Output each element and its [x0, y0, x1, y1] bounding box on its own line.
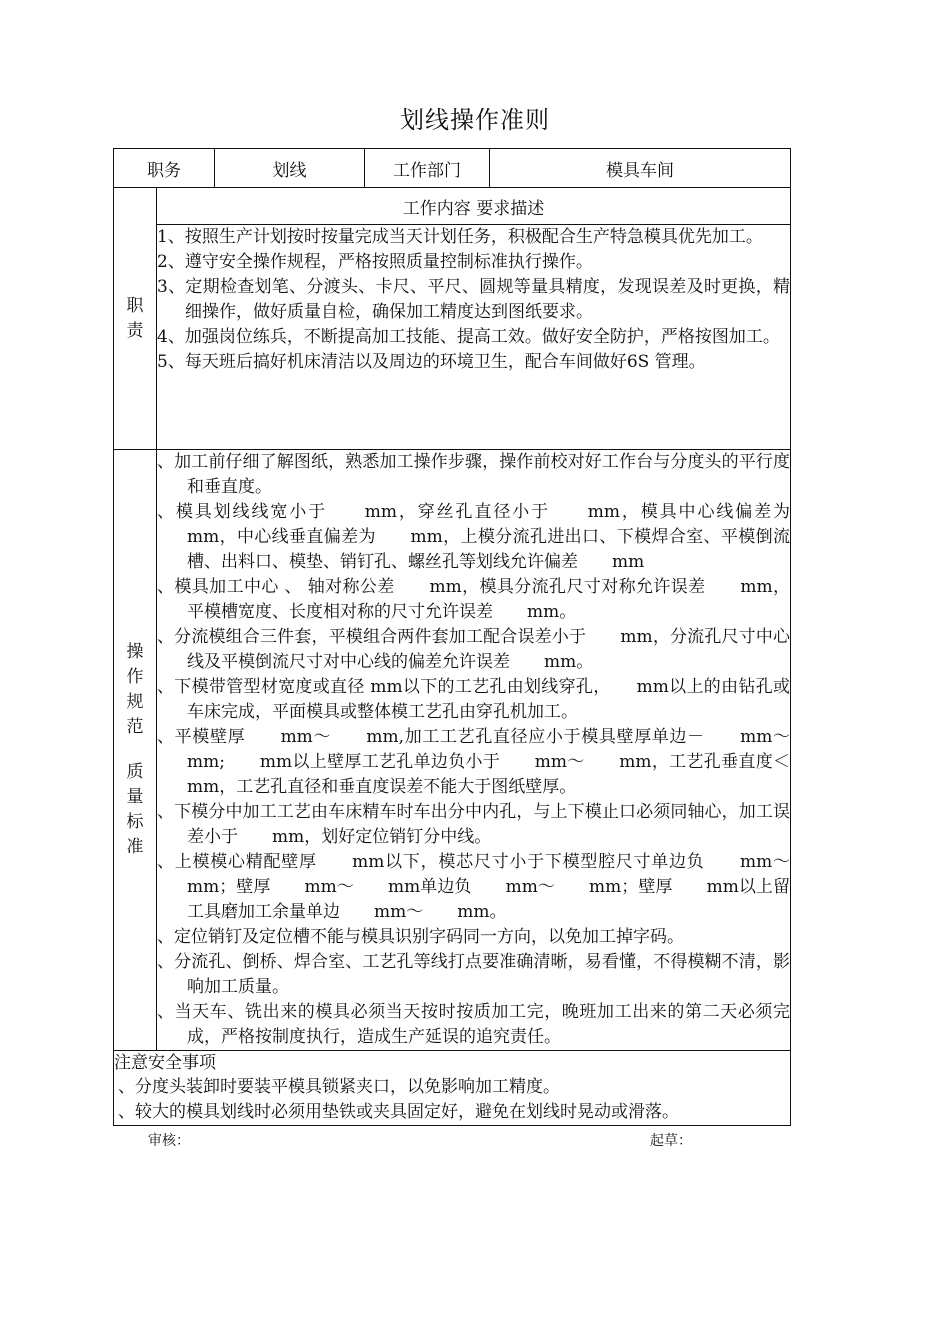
standards-label-char: 质 [126, 762, 144, 782]
standard-item: 、平模壁厚 mm～ mm,加工工艺孔直径应小于模具壁厚单边－ mm～ mm; mm以上壁厚工艺孔单边负小于 mm～ mm，工艺孔垂直度＜ mm，工艺孔直径和垂直度误差不能大于图纸壁厚。 [157, 727, 824, 797]
duties-label [114, 188, 157, 450]
review-label: 审核： [148, 1133, 190, 1149]
department-value: 模具车间 [490, 149, 791, 188]
standard-item: 、加工前仔细了解图纸，熟悉加工操作步骤，操作前校对好工作台与分度头的平行度和垂直度。 [157, 452, 790, 497]
duties-subheader-row [114, 188, 791, 225]
standards-label-char: 作 [126, 667, 144, 687]
standard-item: 、下模带管型材宽度或直径 mm以下的工艺孔由划线穿孔， mm以上的由钻孔或车床完成，平面模具或整体模工艺孔由穿孔机加工。 [157, 677, 790, 722]
standards-list [157, 450, 824, 1051]
duties-label-char: 责 [126, 320, 144, 341]
standards-label-char: 量 [126, 787, 144, 807]
duties-list [157, 225, 791, 450]
standards-label [114, 450, 157, 1051]
duties-subheader: 工作内容 要求描述 [157, 188, 791, 225]
department-label: 工作部门 [365, 149, 490, 188]
standard-item: 、下模分中加工工艺由车床精车时车出分中内孔，与上下模止口必须同轴心，加工误差小于 mm，划好定位销钉分中线。 [157, 802, 790, 847]
duty-item: 2、遵守安全操作规程，严格按照质量控制标准执行操作。 [157, 252, 593, 272]
duty-item: 4、加强岗位练兵，不断提高加工技能、提高工效。做好安全防护，严格按图加工。 [157, 327, 780, 347]
duty-item: 1、按照生产计划按时按量完成当天计划任务，积极配合生产特急模具优先加工。 [157, 227, 763, 247]
standard-item: 、模具划线线宽小于 mm，穿丝孔直径小于 mm，模具中心线偏差为 mm，中心线垂直偏差为 mm，上模分流孔进出口、下模焊合室、平模倒流槽、出料口、模垫、销钉孔、螺丝孔等划线允许偏差 mm [157, 502, 824, 572]
page-title: 划线操作准则 [400, 106, 550, 134]
standards-label-char: 操 [126, 642, 144, 662]
standards-label-char: 准 [126, 837, 144, 857]
standards-row [114, 450, 791, 1051]
safety-title: 注意安全事项 [114, 1053, 216, 1073]
standard-item: 、模具加工中心 、 轴对称公差 mm，模具分流孔尺寸对称允许误差 mm，平模槽宽度、长度相对称的尺寸允许误差 mm。 [157, 577, 790, 622]
standards-label-char: 标 [126, 812, 144, 832]
safety-item: 、较大的模具划线时必须用垫铁或夹具固定好，避免在划线时晃动或滑落。 [118, 1102, 679, 1122]
position-label: 职务 [114, 149, 215, 188]
safety-item: 、分度头装卸时要装平模具锁紧夹口，以免影响加工精度。 [118, 1077, 560, 1097]
duties-row [114, 225, 791, 450]
standard-item: 、分流孔、倒桥、焊合室、工艺孔等线打点要准确清晰，易看懂，不得模糊不清，影响加工质量。 [157, 952, 790, 997]
duties-label-char: 职 [126, 295, 144, 316]
standard-item: 、当天车、铣出来的模具必须当天按时按质加工完，晚班加工出来的第二天必须完成，严格按制度执行，造成生产延误的追究责任。 [157, 1002, 790, 1047]
draft-label: 起草： [650, 1133, 692, 1149]
safety-row [114, 1051, 791, 1126]
standards-label-char: 规 [126, 692, 144, 712]
duty-item: 5、每天班后搞好机床清洁以及周边的环境卫生，配合车间做好6S 管理。 [157, 352, 706, 372]
guideline-table [113, 148, 824, 1126]
standard-item: 、分流模组合三件套，平模组合两件套加工配合误差小于 mm，分流孔尺寸中心线及平模倒流尺寸对中心线的偏差允许误差 mm。 [157, 627, 790, 672]
position-value: 划线 [215, 149, 365, 188]
standards-label-char: 范 [126, 717, 144, 737]
standard-item: 、定位销钉及定位槽不能与模具识别字码同一方向，以免加工掉字码。 [157, 927, 684, 947]
standard-item: 、上模模心精配壁厚 mm以下，模芯尺寸小于下模型腔尺寸单边负 mm～ mm；壁厚 mm～ mm单边负 mm～ mm；壁厚 mm以上留工具磨加工余量单边 mm～ mm。 [157, 852, 824, 922]
header-row [114, 149, 791, 188]
duty-item: 3、定期检查划笔、分渡头、卡尺、平尺、圆规等量具精度，发现误差及时更换，精细操作，做好质量自检，确保加工精度达到图纸要求。 [157, 277, 790, 322]
safety-section [114, 1051, 791, 1126]
